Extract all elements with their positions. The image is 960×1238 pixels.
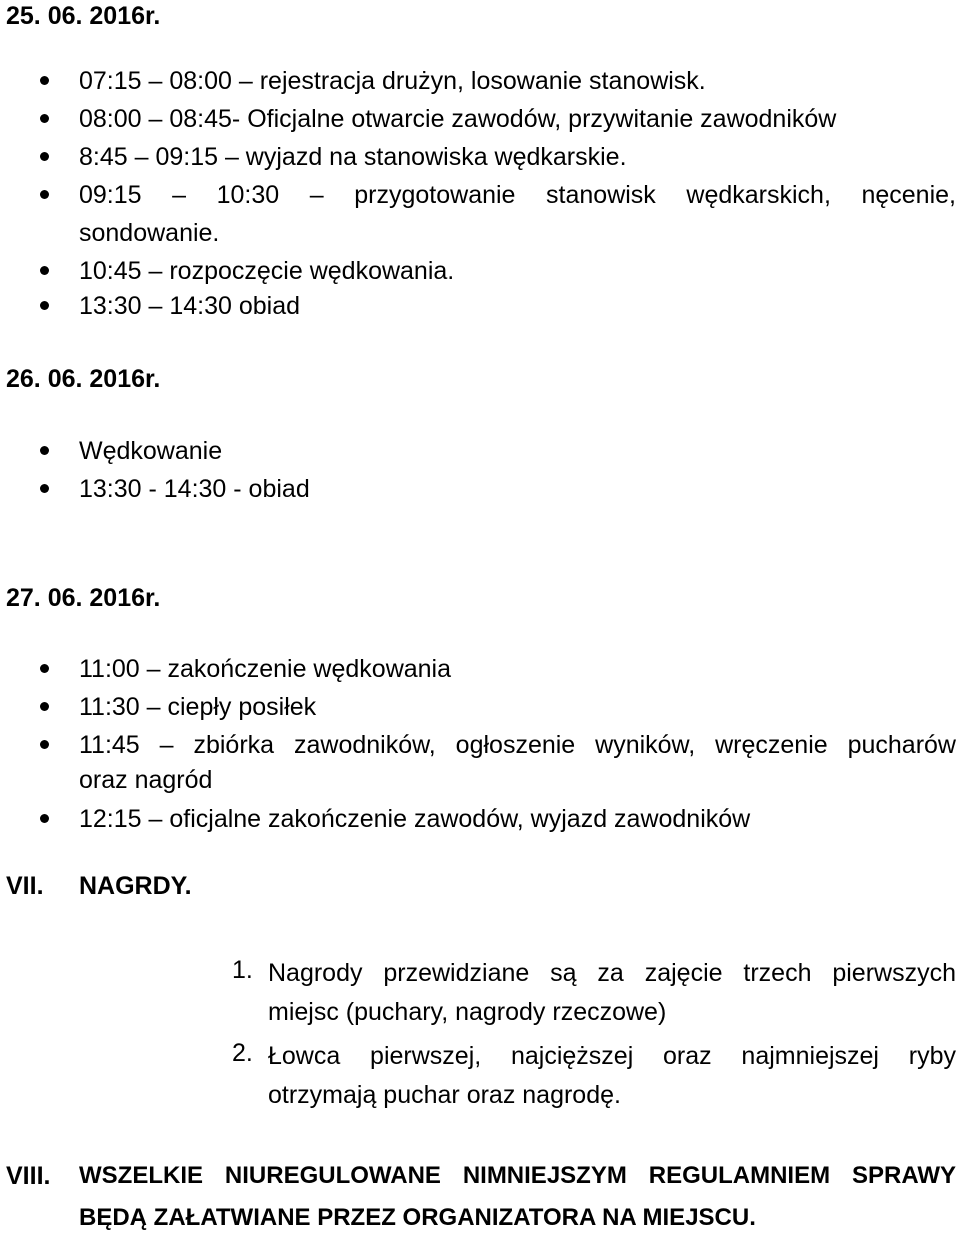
list-item-text: 09:15 – 10:30 – przygotowanie stanowisk wędkarskich, nęcenie,: [79, 181, 956, 209]
section-viii-text-line2: BĘDĄ ZAŁATWIANE PRZEZ ORGANIZATORA NA MIEJSCU.: [79, 1204, 756, 1231]
list-item: [40, 254, 956, 292]
list-item: [40, 434, 956, 472]
list-item-text: Wędkowanie: [79, 437, 223, 465]
date-heading-day2: 26. 06. 2016r.: [6, 365, 161, 393]
list-item: [40, 64, 956, 102]
bullet-icon: [40, 446, 49, 455]
bullet-icon: [40, 114, 49, 123]
list-item-text: 11:30 – ciepły posiłek: [79, 693, 317, 721]
bullet-icon: [40, 190, 49, 199]
list-item: [40, 690, 956, 728]
section-viii-text-line1: WSZELKIE NIUREGULOWANE NIMNIEJSZYM REGULAMNIEM SPRAWY: [79, 1162, 956, 1189]
list-item-text: 10:45 – rozpoczęcie wędkowania.: [79, 257, 455, 285]
list-item-continuation: oraz nagród: [79, 766, 213, 794]
date-heading-day1: 25. 06. 2016r.: [6, 2, 161, 30]
list-item: [40, 472, 956, 510]
bullet-icon: [40, 740, 49, 749]
list-item-continuation: sondowanie.: [79, 219, 220, 247]
item-text-continuation: otrzymają puchar oraz nagrodę.: [268, 1081, 621, 1109]
list-item: [40, 102, 956, 140]
bullet-icon: [40, 76, 49, 85]
item-number: 2.: [232, 1039, 253, 1067]
list-item: [40, 728, 956, 766]
item-text: Łowca pierwszej, najcięższej oraz najmniejszej ryby: [268, 1042, 956, 1070]
item-text-continuation: miejsc (puchary, nagrody rzeczowe): [268, 998, 667, 1026]
list-item-text: 11:00 – zakończenie wędkowania: [79, 655, 452, 683]
bullet-icon: [40, 702, 49, 711]
bullet-icon: [40, 266, 49, 275]
section-numeral-vii: VII.: [6, 872, 44, 900]
item-number: 1.: [232, 956, 253, 984]
section-numeral-viii: VIII.: [6, 1162, 51, 1190]
list-item-text: 8:45 – 09:15 – wyjazd na stanowiska wędkarskie.: [79, 143, 627, 171]
list-item-text: 13:30 – 14:30 obiad: [79, 292, 301, 320]
list-item-text: 07:15 – 08:00 – rejestracja drużyn, losowanie stanowisk.: [79, 67, 706, 95]
list-item: [40, 652, 956, 690]
bullet-icon: [40, 664, 49, 673]
bullet-icon: [40, 301, 49, 310]
list-item: [40, 178, 956, 216]
list-item: [40, 289, 956, 327]
list-item-text: 13:30 - 14:30 - obiad: [79, 475, 310, 503]
bullet-icon: [40, 814, 49, 823]
list-item-text: 11:45 – zbiórka zawodników, ogłoszenie wyników, wręczenie pucharów: [79, 731, 956, 759]
list-item: [40, 140, 956, 178]
list-item: [40, 802, 956, 840]
date-heading-day3: 27. 06. 2016r.: [6, 584, 161, 612]
bullet-icon: [40, 484, 49, 493]
item-text: Nagrody przewidziane są za zajęcie trzech pierwszych: [268, 959, 956, 987]
section-title-nagrody: NAGRDY.: [79, 872, 192, 900]
list-item-text: 12:15 – oficjalne zakończenie zawodów, wyjazd zawodników: [79, 805, 751, 833]
bullet-icon: [40, 152, 49, 161]
list-item-text: 08:00 – 08:45- Oficjalne otwarcie zawodów, przywitanie zawodników: [79, 105, 837, 133]
